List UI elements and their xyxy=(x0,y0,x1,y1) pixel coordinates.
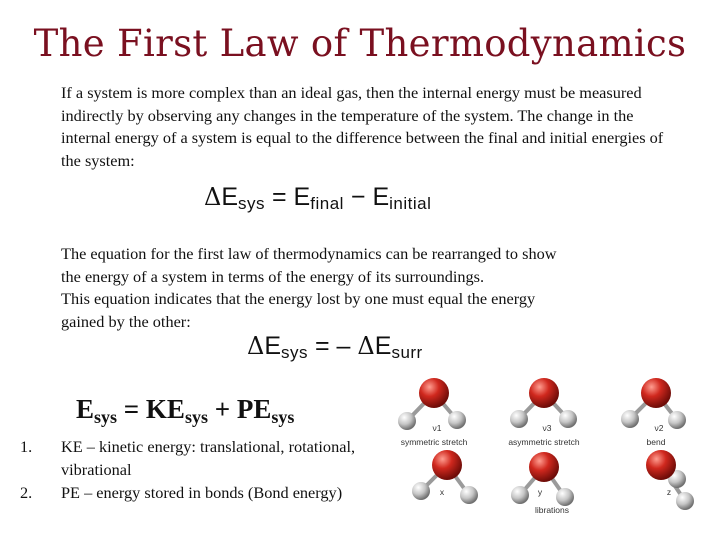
hydrogen-atom xyxy=(511,486,529,504)
hydrogen-atom xyxy=(460,486,478,504)
hydrogen-atom xyxy=(510,410,528,428)
water-molecule xyxy=(621,378,686,429)
axis-label: y xyxy=(537,487,543,497)
list-item xyxy=(20,481,400,504)
slide-title: The First Law of Thermodynamics xyxy=(33,22,687,65)
mode-name-label: symmetric stretch xyxy=(400,437,468,447)
paragraph-line: This equation indicates that the energy lost by one must equal the energy xyxy=(61,289,536,308)
negative-sign: – xyxy=(336,332,351,360)
water-molecule xyxy=(646,450,694,510)
water-molecule xyxy=(511,452,574,506)
water-vibration-modes-figure xyxy=(385,373,720,540)
equals-sign: = xyxy=(314,332,330,360)
oxygen-atom xyxy=(529,452,559,482)
paragraph-line: The equation for the first law of thermodynamics can be rearranged to show xyxy=(61,244,557,263)
equals-sign: = xyxy=(271,183,287,211)
oxygen-atom xyxy=(646,450,676,480)
oxygen-atom xyxy=(432,450,462,480)
energy-types-list xyxy=(20,435,400,504)
intro-paragraph: If a system is more complex than an ideal gas, then the internal energy must be measured indirectly by observing any changes in the temperature of the system. The change in the internal energy of a system is equal to the difference between the final and initial energies of the system: xyxy=(61,83,664,170)
hydrogen-atom xyxy=(412,482,430,500)
mode-label: ν3 xyxy=(542,423,552,433)
water-molecules-illustration xyxy=(385,373,720,540)
equation-delta-e-final-initial: $\Delta E_{sys} = E_{final} - E_{initial}$ xyxy=(204,183,432,213)
mode-label: ν1 xyxy=(432,423,442,433)
oxygen-atom xyxy=(641,378,671,408)
hydrogen-atom xyxy=(559,410,577,428)
hydrogen-atom xyxy=(668,411,686,429)
water-molecule xyxy=(412,450,478,504)
water-molecule xyxy=(510,378,577,428)
equation-ke-pe: $E_{sys} = KE_{sys} + PE_{sys}$ xyxy=(76,394,295,427)
hydrogen-atom xyxy=(398,412,416,430)
hydrogen-atom xyxy=(448,411,466,429)
plus-sign: + xyxy=(214,394,231,424)
hydrogen-atom xyxy=(676,492,694,510)
mode-name-label: asymmetric stretch xyxy=(508,437,580,447)
librations-label: librations xyxy=(534,505,570,515)
hydrogen-atom xyxy=(556,488,574,506)
minus-sign: − xyxy=(350,183,366,211)
mode-name-label: bend xyxy=(646,437,666,447)
equation-sys-surr: $\Delta E_{sys}$ = – $\Delta E_{surr}$ xyxy=(247,332,423,362)
axis-label: z xyxy=(666,487,672,497)
rearranged-paragraph xyxy=(61,243,661,333)
axis-label: x xyxy=(439,487,445,497)
delta-symbol: Δ xyxy=(204,183,222,211)
list-text: KE – kinetic energy: translational, rotational, vibrational xyxy=(61,437,356,479)
oxygen-atom xyxy=(529,378,559,408)
list-item xyxy=(20,435,400,481)
list-text: PE – energy stored in bonds (Bond energy) xyxy=(61,483,343,502)
list-number: 2. xyxy=(20,483,33,502)
equals-sign: = xyxy=(123,394,140,424)
paragraph-line: the energy of a system in terms of the energy of its surroundings. xyxy=(61,266,485,286)
paragraph-line: gained by the other: xyxy=(61,311,191,331)
list-number: 1. xyxy=(20,437,33,456)
mode-label: ν2 xyxy=(654,423,664,433)
hydrogen-atom xyxy=(621,410,639,428)
oxygen-atom xyxy=(419,378,449,408)
